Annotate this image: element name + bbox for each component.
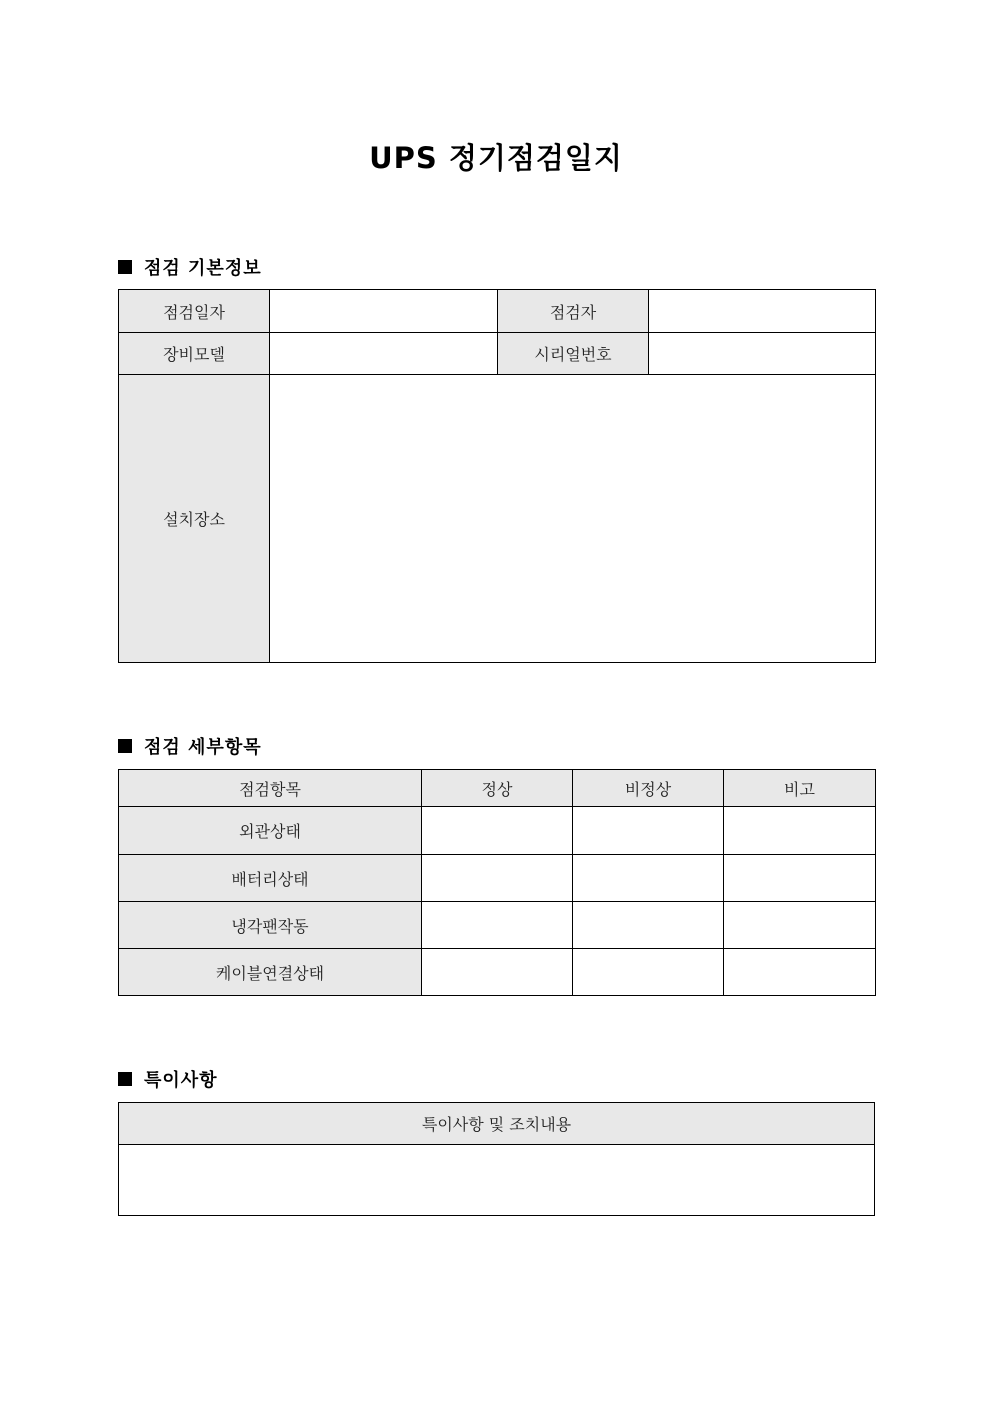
- inspector-field[interactable]: [649, 290, 876, 333]
- notes-column-header: 특이사항 및 조치내용: [119, 1103, 875, 1145]
- item-label: 케이블연결상태: [119, 949, 422, 996]
- column-header-normal: 정상: [422, 770, 573, 807]
- table-row: [119, 1145, 875, 1216]
- notes-field[interactable]: [119, 1145, 875, 1216]
- document-title: UPS 정기점검일지: [369, 141, 623, 175]
- table-row: [119, 855, 876, 902]
- normal-cell[interactable]: [422, 949, 573, 996]
- serial-number-label: 시리얼번호: [498, 333, 649, 375]
- section-heading-text: 점검 기본정보: [144, 258, 262, 279]
- basic-info-table: [118, 289, 876, 663]
- table-row: [119, 333, 876, 375]
- equipment-model-label: 장비모델: [119, 333, 270, 375]
- item-label: 배터리상태: [119, 855, 422, 902]
- normal-cell[interactable]: [422, 902, 573, 949]
- table-row: [119, 375, 876, 663]
- normal-cell[interactable]: [422, 855, 573, 902]
- abnormal-cell[interactable]: [573, 855, 724, 902]
- abnormal-cell[interactable]: [573, 949, 724, 996]
- column-header-abnormal: 비정상: [573, 770, 724, 807]
- table-row: [119, 949, 876, 996]
- remarks-cell[interactable]: [724, 855, 876, 902]
- details-table: [118, 769, 876, 996]
- table-header-row: [119, 770, 876, 807]
- inspection-date-field[interactable]: [270, 290, 498, 333]
- inspection-date-label: 점검일자: [119, 290, 270, 333]
- abnormal-cell[interactable]: [573, 902, 724, 949]
- inspector-label: 점검자: [498, 290, 649, 333]
- normal-cell[interactable]: [422, 807, 573, 855]
- section-heading-text: 특이사항: [144, 1070, 218, 1091]
- serial-number-field[interactable]: [649, 333, 876, 375]
- square-bullet-icon: [118, 739, 132, 753]
- table-row: [119, 290, 876, 333]
- abnormal-cell[interactable]: [573, 807, 724, 855]
- item-label: 외관상태: [119, 807, 422, 855]
- column-header-item: 점검항목: [119, 770, 422, 807]
- install-location-label: 설치장소: [119, 375, 270, 663]
- section-heading-basic-info: [118, 254, 262, 280]
- notes-table: [118, 1102, 875, 1216]
- table-row: [119, 902, 876, 949]
- install-location-field[interactable]: [270, 375, 876, 663]
- item-label: 냉각팬작동: [119, 902, 422, 949]
- equipment-model-field[interactable]: [270, 333, 498, 375]
- remarks-cell[interactable]: [724, 902, 876, 949]
- section-heading-notes: [118, 1066, 218, 1092]
- section-heading-details: [118, 733, 262, 759]
- remarks-cell[interactable]: [724, 807, 876, 855]
- column-header-remarks: 비고: [724, 770, 876, 807]
- square-bullet-icon: [118, 260, 132, 274]
- square-bullet-icon: [118, 1072, 132, 1086]
- table-row: [119, 807, 876, 855]
- section-heading-text: 점검 세부항목: [144, 737, 262, 758]
- table-header-row: [119, 1103, 875, 1145]
- remarks-cell[interactable]: [724, 949, 876, 996]
